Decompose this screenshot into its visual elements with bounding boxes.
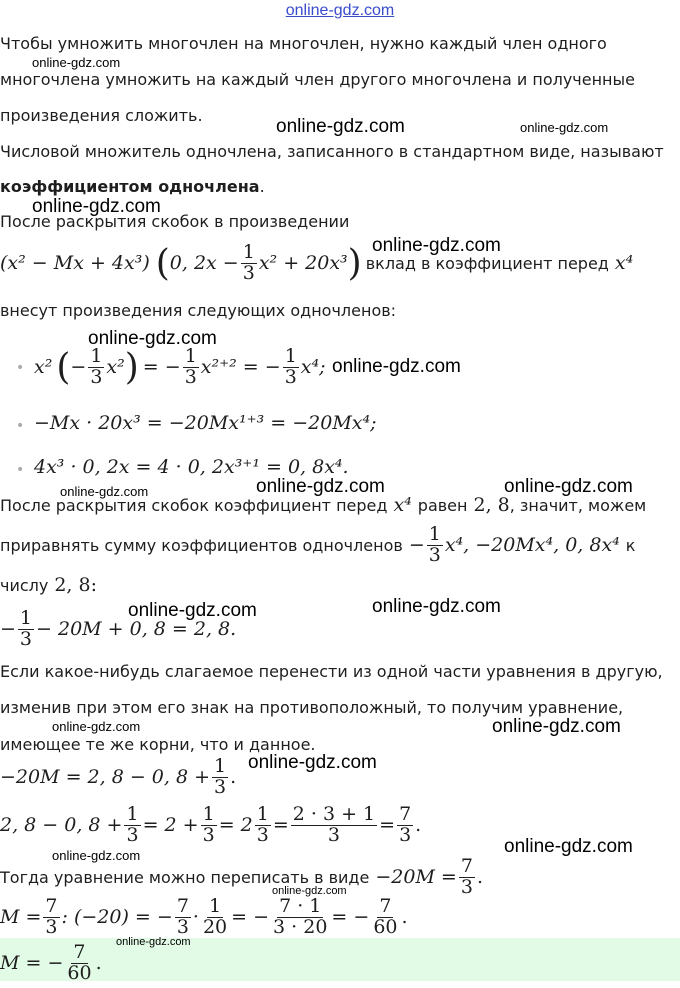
factor-two-a: 0, 2x − bbox=[169, 252, 239, 274]
fraction-one-third: $\frac{1}{3}$ bbox=[126, 802, 139, 846]
factor-two-b: x² + 20x³ bbox=[258, 252, 348, 274]
coef-definition-term: коэффициентом одночлена bbox=[0, 177, 260, 196]
equation-5-part-b: : (−20) = − bbox=[61, 906, 173, 928]
watermark: online-gdz.com bbox=[372, 235, 501, 256]
item1-part-e: x⁴; bbox=[300, 356, 326, 378]
transfer-rule-line-1: Если какое-нибудь слагаемое перенести из одной части уравнения в другую, bbox=[0, 662, 663, 681]
fraction-71-over-320: $\frac{7 \cdot 1}{3 \cdot 20}$ bbox=[273, 894, 328, 938]
watermark: online-gdz.com bbox=[248, 752, 377, 773]
fraction-one-third: $\frac{1}{3}$ bbox=[214, 754, 227, 798]
rule-multiply-line-2: многочлена умножить на каждый член другого многочлена и полученные bbox=[0, 70, 635, 89]
product-item-1: x² ( − $\frac{1}{3}$ x² ) = − $\frac{1}{3}$ x²⁺² = − $\frac{1}{3}$ x⁴; bbox=[34, 344, 326, 388]
equate-line bbox=[0, 520, 635, 570]
product-item-2: −Mx · 20x³ = −20Mx¹⁺³ = −20Mx⁴; bbox=[34, 412, 377, 434]
coef-equals-text-1: После раскрытия скобок коэффициент перед bbox=[0, 495, 388, 515]
bullet-dot: • bbox=[16, 462, 25, 478]
fraction-seven-thirds: $\frac{7}{3}$ bbox=[45, 894, 58, 938]
coef-equals-text-2: равен bbox=[417, 495, 468, 515]
equation-3-part-b: = 2 + bbox=[142, 814, 199, 836]
equation-3-part-a: 2, 8 − 0, 8 + bbox=[0, 814, 123, 836]
after-expand-text: После раскрытия скобок в произведении bbox=[0, 212, 350, 231]
fraction-one-third: $\frac{1}{3}$ bbox=[256, 802, 269, 846]
minus-sign: − bbox=[408, 534, 425, 556]
item1-part-b: x² bbox=[106, 356, 125, 378]
factor-one: (x² − Mx + 4x³) bbox=[0, 252, 150, 274]
equation-5-part-a: M = bbox=[0, 906, 42, 928]
watermark: online-gdz.com bbox=[272, 885, 347, 897]
fraction-one-third: $\frac{1}{3}$ bbox=[284, 344, 297, 388]
fraction-one-third: $\frac{1}{3}$ bbox=[428, 522, 441, 566]
fraction-seven-thirds: $\frac{7}{3}$ bbox=[399, 802, 412, 846]
watermark: online-gdz.com bbox=[504, 476, 633, 497]
product-expression: (x² − Mx + 4x³) ( 0, 2x − $\frac{1}{3}$ x² + 20x³ ) вклад в коэффициент перед x⁴ bbox=[0, 240, 634, 284]
watermark: online-gdz.com bbox=[332, 356, 461, 377]
minus-sign: − bbox=[0, 618, 16, 640]
watermark: online-gdz.com bbox=[492, 716, 621, 737]
watermark: online-gdz.com bbox=[52, 848, 141, 863]
fraction-one-third: $\frac{1}{3}$ bbox=[202, 802, 215, 846]
rewrite-text: Тогда уравнение можно переписать в виде bbox=[0, 867, 370, 887]
fraction-231-over-3: $\frac{2 \cdot 3 + 1}{3}$ bbox=[292, 802, 376, 846]
equation-4-lhs: −20M = bbox=[375, 866, 457, 888]
equate-line-2 bbox=[0, 574, 97, 596]
transfer-rule-line-2: изменив при этом его знак на противоположный, то получим уравнение, bbox=[0, 698, 624, 717]
fraction-one-twentieth: $\frac{1}{20}$ bbox=[202, 894, 228, 938]
value-2-8: 2, 8: bbox=[54, 574, 98, 596]
contrib-text: вклад в коэффициент перед bbox=[365, 253, 609, 273]
item1-part-a: x² bbox=[34, 356, 53, 378]
equate-text-1: приравнять сумму коэффициентов одночленов bbox=[0, 535, 403, 555]
equation-2 bbox=[0, 752, 236, 802]
products-intro-text: внесут произведения следующих одночленов: bbox=[0, 301, 397, 320]
fraction-one-third: $\frac{1}{3}$ bbox=[184, 344, 197, 388]
coef-definition-line-2 bbox=[0, 177, 265, 196]
watermark: online-gdz.com bbox=[520, 120, 609, 135]
period: . bbox=[476, 866, 483, 888]
item1-part-d: x²⁺² = − bbox=[200, 356, 281, 378]
period: . bbox=[415, 814, 422, 836]
watermark: online-gdz.com bbox=[256, 476, 385, 497]
period: . bbox=[95, 952, 102, 974]
equation-3-part-c: = 2 bbox=[218, 814, 253, 836]
watermark: online-gdz.com bbox=[128, 600, 257, 621]
period: . bbox=[401, 906, 408, 928]
fraction-seven-sixtieths: $\frac{7}{60}$ bbox=[67, 940, 92, 984]
answer-lhs: M = − bbox=[0, 952, 64, 974]
value-2-8: 2, 8 bbox=[473, 494, 510, 516]
coef-list: x⁴, −20Mx⁴, 0, 8x⁴ bbox=[444, 534, 620, 556]
watermark: online-gdz.com bbox=[276, 116, 405, 137]
rule-multiply-line-1: Чтобы умножить многочлен на многочлен, нужно каждый член одного bbox=[0, 34, 607, 53]
bullet-dot: • bbox=[16, 418, 25, 434]
period: . bbox=[230, 766, 237, 788]
equation-1-rest: − 20M + 0, 8 = 2, 8. bbox=[36, 618, 237, 640]
equation-3-part-e: = bbox=[379, 814, 396, 836]
equation-3 bbox=[0, 800, 421, 850]
equation-5 bbox=[0, 892, 408, 942]
x4-term: x⁴ bbox=[614, 252, 634, 274]
item1-part-c: = − bbox=[142, 356, 181, 378]
watermark: online-gdz.com bbox=[60, 484, 149, 499]
equation-5-part-d: = − bbox=[231, 906, 270, 928]
equate-text-2: к bbox=[625, 535, 636, 555]
fraction-one-third: $\frac{1}{3}$ bbox=[19, 606, 33, 650]
fraction-seven-sixtieths: $\frac{7}{60}$ bbox=[373, 894, 398, 938]
watermark: online-gdz.com bbox=[116, 936, 191, 948]
rule-multiply-line-3: произведения сложить. bbox=[0, 106, 203, 125]
site-header-link[interactable]: online-gdz.com bbox=[285, 2, 395, 19]
equation-5-part-c: · bbox=[192, 906, 199, 928]
watermark: online-gdz.com bbox=[52, 719, 141, 734]
equation-2-lhs: −20M = 2, 8 − 0, 8 + bbox=[0, 766, 211, 788]
equation-5-part-e: = − bbox=[331, 906, 370, 928]
answer-highlight bbox=[0, 938, 680, 981]
transfer-rule-line-3: имеющее те же корни, что и данное. bbox=[0, 735, 316, 754]
watermark: online-gdz.com bbox=[504, 836, 633, 857]
equate-text-3: числу bbox=[0, 575, 49, 595]
fraction-one-third: $\frac{1}{3}$ bbox=[90, 344, 103, 388]
watermark: online-gdz.com bbox=[32, 55, 121, 70]
watermark: online-gdz.com bbox=[32, 196, 161, 217]
coef-equals-text-3: , значит, можем bbox=[509, 495, 647, 515]
watermark: online-gdz.com bbox=[88, 328, 217, 349]
fraction-seven-thirds: $\frac{7}{3}$ bbox=[176, 894, 189, 938]
x4-term: x⁴ bbox=[393, 494, 412, 516]
minus-sign: − bbox=[70, 356, 87, 378]
product-item-3: 4x³ · 0, 2x = 4 · 0, 2x³⁺¹ = 0, 8x⁴. bbox=[34, 456, 349, 478]
period: . bbox=[259, 177, 265, 196]
bullet-dot: • bbox=[16, 360, 25, 376]
coef-definition-line-1: Числовой множитель одночлена, записанного в стандартном виде, называют bbox=[0, 142, 664, 161]
equation-3-part-d: = bbox=[272, 814, 289, 836]
fraction-seven-thirds: $\frac{7}{3}$ bbox=[460, 854, 473, 898]
fraction-one-third: $\frac{1}{3}$ bbox=[242, 240, 255, 284]
watermark: online-gdz.com bbox=[372, 596, 501, 617]
